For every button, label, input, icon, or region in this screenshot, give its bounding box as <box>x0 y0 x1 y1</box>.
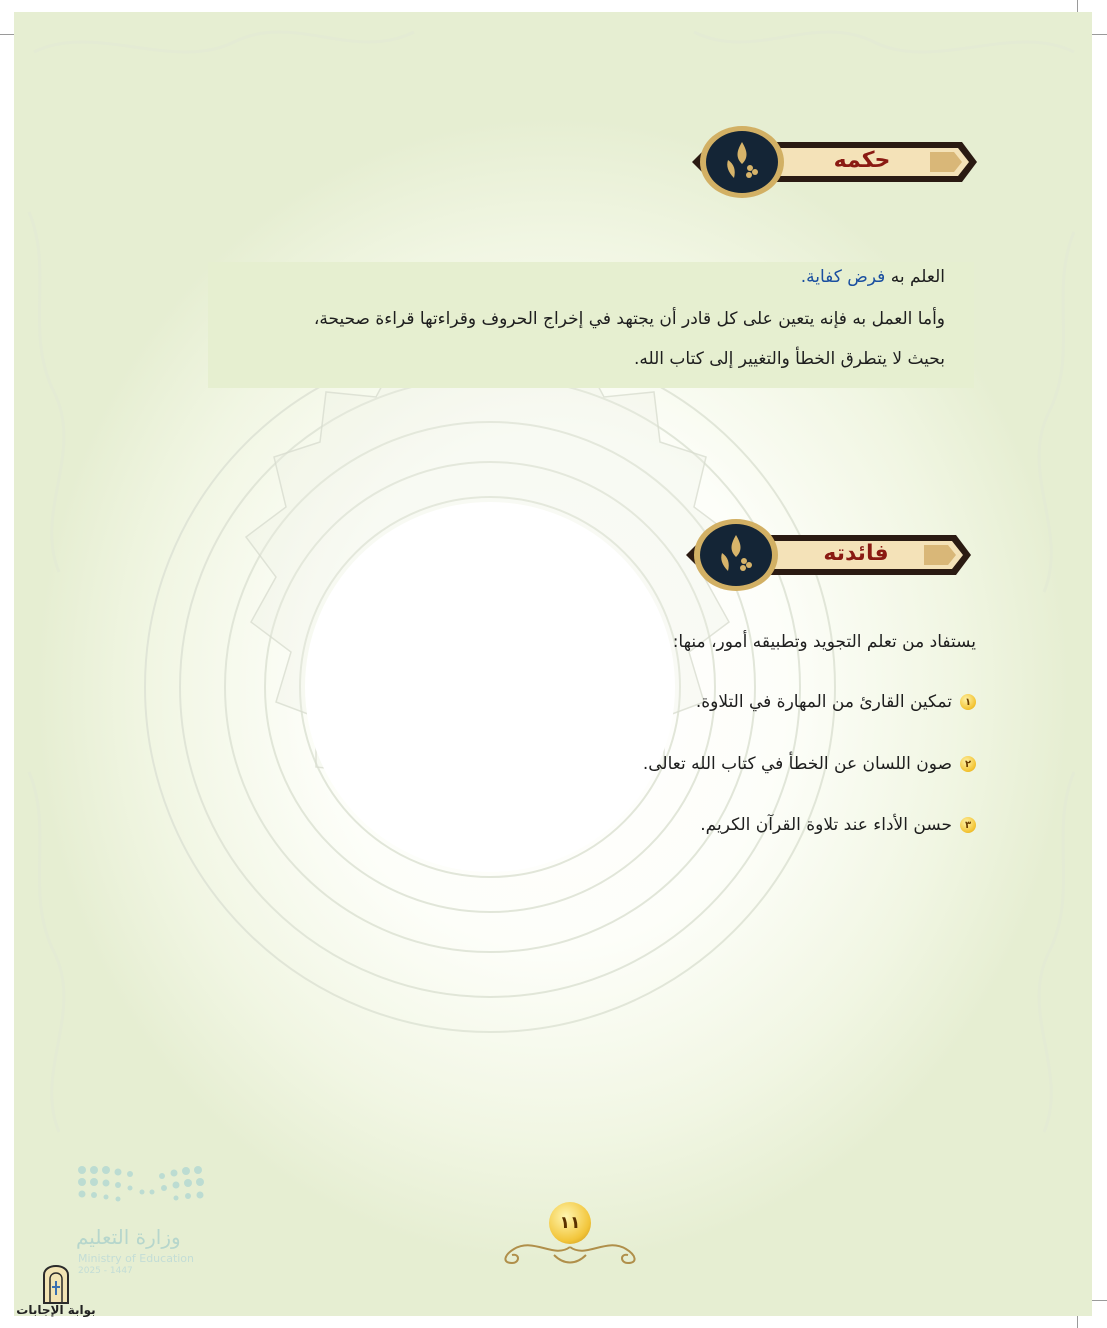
ministry-year: 2025 - 1447 <box>78 1266 133 1276</box>
hikma-line-1 <box>801 267 945 287</box>
hikma-line-2: وأما العمل به فإنه يتعين على كل قادر أن يجتهد في إخراج الحروف وقراءتها قراءة صحيحة، <box>313 309 945 329</box>
faida-intro: يستفاد من تعلم التجويد وتطبيقه أمور، منها: <box>672 632 976 652</box>
section-title-faida: فائدته <box>823 541 889 566</box>
hikma-line-1-prefix: العلم به <box>885 267 945 287</box>
gate-logo <box>6 1255 106 1325</box>
number-badge: ٢ <box>960 756 976 772</box>
page-number: ١١ <box>549 1202 591 1244</box>
gate-icon <box>6 1255 106 1305</box>
point-text: صون اللسان عن الخطأ في كتاب الله تعالى. <box>642 754 952 774</box>
section-header-hikma <box>672 124 982 200</box>
section-header-faida <box>666 517 976 593</box>
number-badge: ٣ <box>960 817 976 833</box>
ministry-name-ar: وزارة التعليم <box>76 1225 181 1249</box>
section-title-hikma: حكمه <box>833 148 891 173</box>
gate-label: بوابة الإجابات <box>16 1303 96 1317</box>
list-item <box>643 754 976 774</box>
number-badge: ١ <box>960 694 976 710</box>
ministry-dots-icon <box>72 1162 217 1222</box>
ministry-name-en: Ministry of Education <box>78 1252 195 1265</box>
list-item <box>696 692 976 712</box>
mandala-ornament <box>14 12 1092 1316</box>
hikma-highlight: فرض كفاية. <box>800 267 886 287</box>
hikma-line-3: بحيث لا يتطرق الخطأ والتغيير إلى كتاب الله. <box>633 349 945 369</box>
point-text: تمكين القارئ من المهارة في التلاوة. <box>695 692 952 712</box>
point-text: حسن الأداء عند تلاوة القرآن الكريم. <box>700 815 952 835</box>
page-number-ornament <box>494 1197 644 1272</box>
book-page <box>14 12 1092 1316</box>
list-item <box>700 815 976 835</box>
